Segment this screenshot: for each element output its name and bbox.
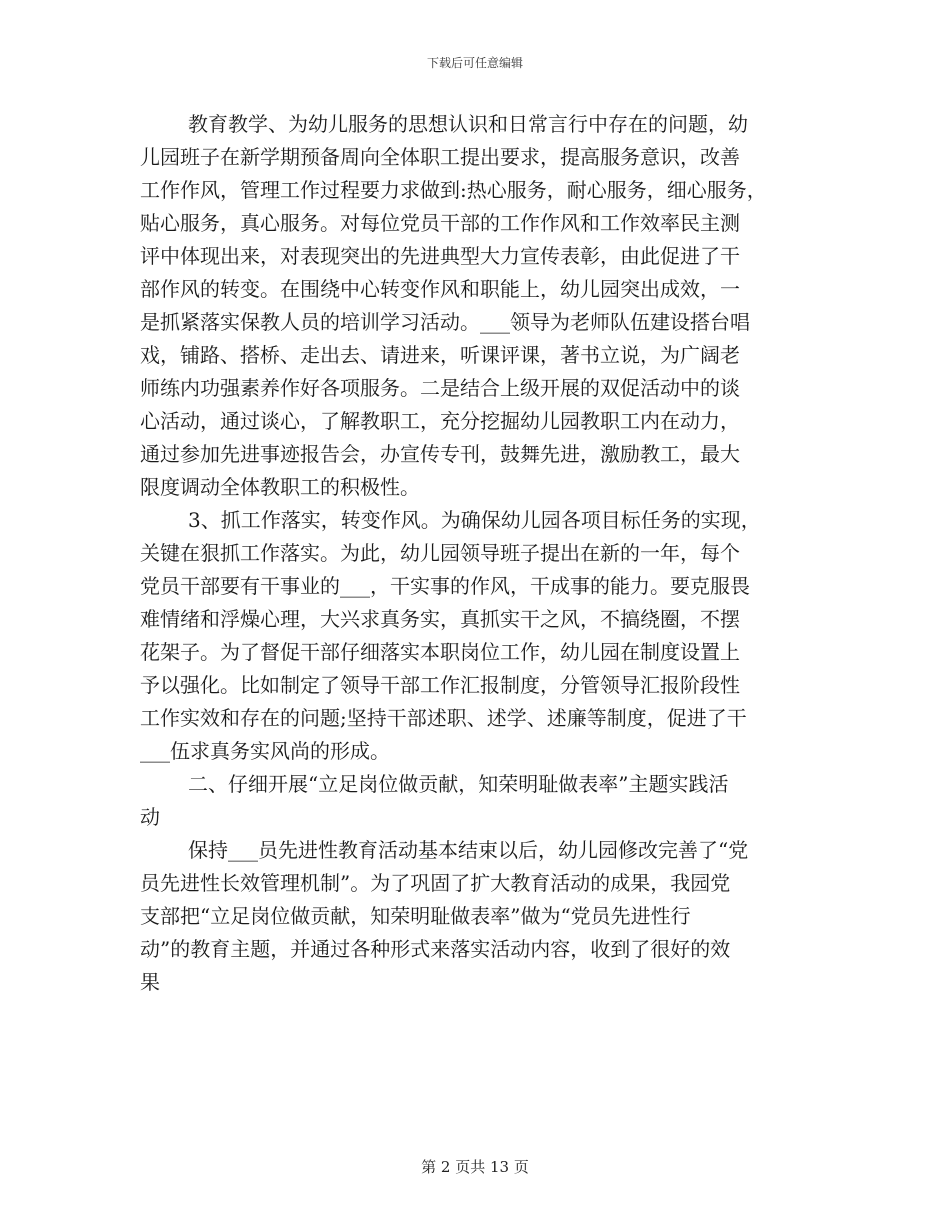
text-line: 教育教学、为幼儿服务的思想认识和日常言行中存在的问题，幼 (188, 112, 748, 136)
text-line: 是抓紧落实保教人员的培训学习活动。___领导为老师队伍建设搭台唱 (140, 310, 750, 334)
page-number: 第 2 页共 13 页 (421, 1158, 529, 1176)
text-line: 关键在狠抓工作落实。为此，幼儿园领导班子提出在新的一年，每个 (140, 541, 740, 565)
text-line: 工作作风，管理工作过程要力求做到:热心服务，耐心服务，细心服务， (140, 178, 767, 202)
text-line: 通过参加先进事迹报告会，办宣传专刊，鼓舞先进，激励教工，最大 (140, 442, 740, 466)
text-line: 难情绪和浮燥心理，大兴求真务实，真抓实干之风，不搞绕圈，不摆 (140, 607, 740, 631)
text-line: 部作风的转变。在围绕中心转变作风和职能上，幼儿园突出成效，一 (140, 277, 740, 301)
text-line: ___伍求真务实风尚的形成。 (140, 739, 390, 763)
text-line: 员先进性长效管理机制”。为了巩固了扩大教育活动的成果，我园党 (140, 871, 731, 895)
text-line: 贴心服务，真心服务。对每位党员干部的工作作风和工作效率民主测 (140, 211, 740, 235)
text-line: 花架子。为了督促干部仔细落实本职岗位工作，幼儿园在制度设置上 (140, 640, 740, 664)
text-line: 党员干部要有干事业的___，干实事的作风，干成事的能力。要克服畏 (140, 574, 750, 598)
section-heading-line: 动 (140, 805, 160, 829)
text-line: 师练内功强素养作好各项服务。二是结合上级开展的双促活动中的谈 (140, 376, 740, 400)
text-line: 予以强化。比如制定了领导干部工作汇报制度，分管领导汇报阶段性 (140, 673, 740, 697)
text-line: 儿园班子在新学期预备周向全体职工提出要求，提高服务意识，改善 (140, 145, 740, 169)
text-line: 支部把“立足岗位做贡献，知荣明耻做表率”做为“党员先进性行 (140, 904, 691, 928)
text-line: 心活动，通过谈心，了解教职工，充分挖掘幼儿园教职工内在动力， (140, 409, 740, 433)
section-heading-line: 二、仔细开展“立足岗位做贡献，知荣明耻做表率”主题实践活 (188, 772, 729, 796)
text-line: 限度调动全体教职工的积极性。 (140, 475, 420, 499)
text-line: 工作实效和存在的问题;坚持干部述职、述学、述廉等制度，促进了干 (140, 706, 747, 730)
text-line: 评中体现出来，对表现突出的先进典型大力宣传表彰，由此促进了干 (140, 244, 740, 268)
page-header-note: 下载后可任意编辑 (426, 56, 523, 70)
text-line: 3、抓工作落实，转变作风。为确保幼儿园各项目标任务的实现， (188, 508, 761, 532)
text-line: 动”的教育主题，并通过各种形式来落实活动内容，收到了很好的效 (140, 937, 731, 961)
document-body (140, 108, 812, 999)
text-line: 保持___员先进性教育活动基本结束以后，幼儿园修改完善了“党 (188, 838, 749, 862)
text-line: 戏，铺路、搭桥、走出去、请进来，听课评课，著书立说，为广阔老 (140, 343, 740, 367)
text-line: 果 (140, 970, 160, 994)
